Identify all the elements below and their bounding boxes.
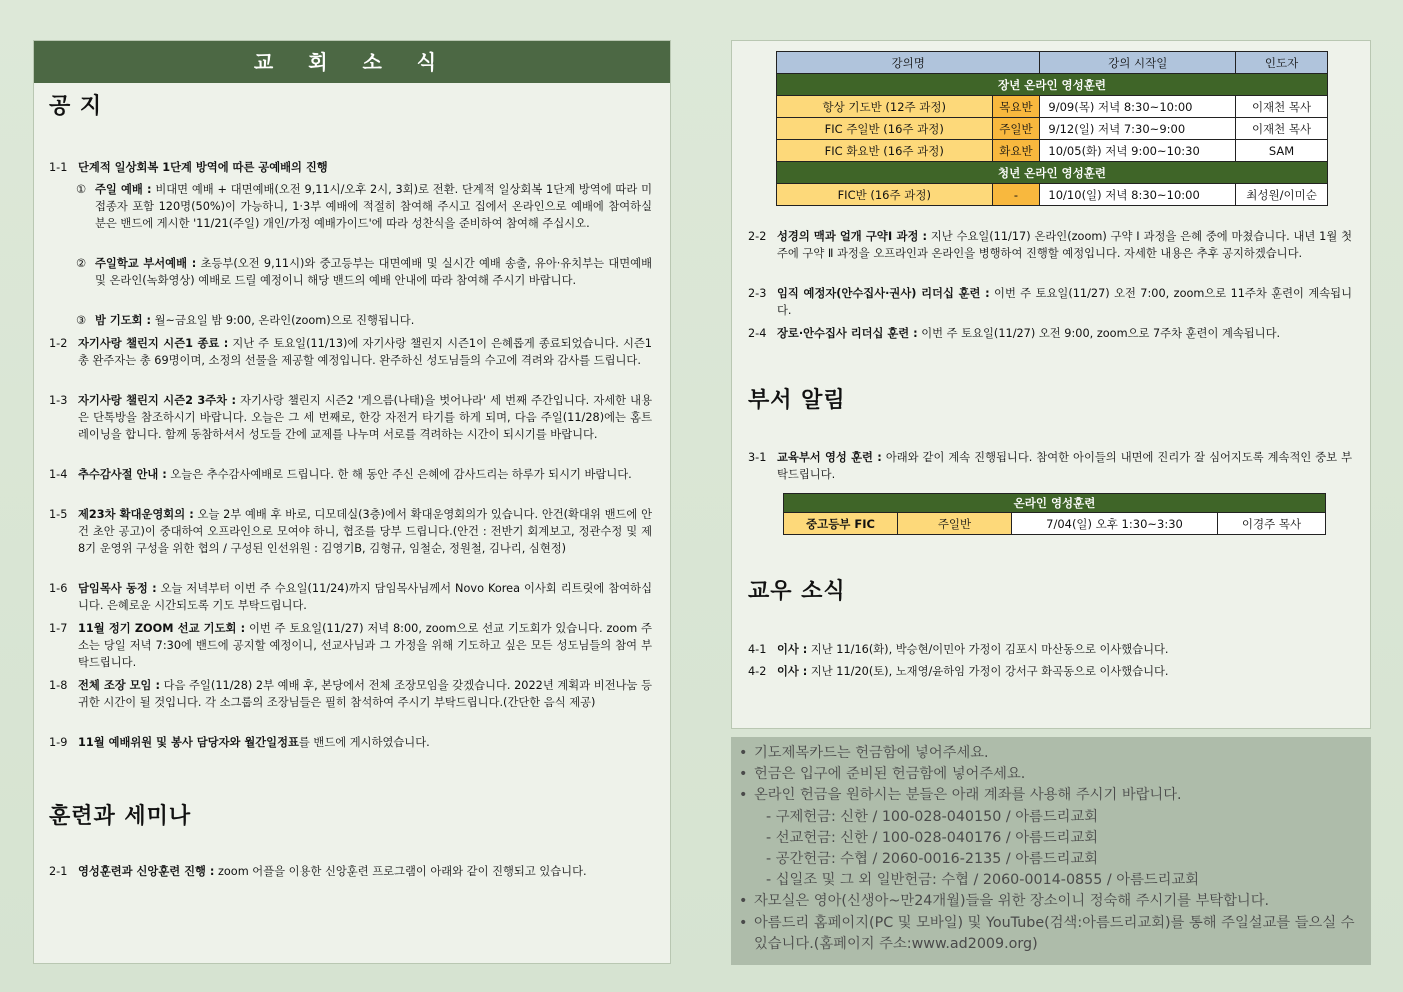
- info-bullet: • 헌금은 입구에 준비된 헌금함에 넣어주세요.: [739, 766, 1026, 783]
- table-row: FIC 화요반 (16주 과정) 화요반 10/05(화) 저녁 9:00~10:30 SAM: [777, 140, 1328, 162]
- column-header: 강의명: [777, 52, 1040, 74]
- column-header: 인도자: [1236, 52, 1328, 74]
- info-bullet: • 자모실은 영아(신생아~만24개월)들을 위한 장소이니 정숙해 주시기를 부탁합니다.: [739, 893, 1270, 910]
- training-item: 2-1 영성훈련과 신앙훈련 진행 : zoom 어플을 이용한 신앙훈련 프로그램이 아래와 같이 진행되고 있습니다.: [49, 865, 587, 878]
- info-bullet: • 온라인 헌금을 원하시는 분들은 아래 계좌를 사용해 주시기 바랍니다.: [739, 787, 1182, 804]
- table-row: 항상 기도반 (12주 과정) 목요반 9/09(목) 저녁 8:30~10:00 이재천 목사: [777, 96, 1328, 118]
- dept-heading: 부서 알림: [748, 388, 846, 413]
- info-bullet: • 기도제목카드는 헌금함에 넣어주세요.: [739, 745, 989, 761]
- offering-info-box: [731, 737, 1371, 965]
- notice-item: 1-5 제23차 확대운영회의 : 오늘 2부 예배 후 바로, 디모데실(3층)에서 확대운영회의가 있습니다. 안건(확대위 밴드에 안건 초안 공고)이 중대하여 오프라인으로 모여야 하니, 협조를 당부 드립니다.(안건 : 전반기 회계보고, 정관수정 및 제8기 운영위 구성을 위한 협의 / 구성된 인선위원 : 김영기B, 김형규, 임철순, 정원철, 김나리, 심현정): [49, 508, 652, 556]
- training-schedule-table: [776, 51, 1328, 206]
- notice-item: 1-1 단계적 일상회복 1단계 방역에 따른 공예배의 진행: [49, 161, 328, 174]
- notice-subitem: ① 주일 예배 : 비대면 예배 + 대면예배(오전 9,11시/오후 2시, 3회)로 전환. 단계적 일상회복 1단계 방역에 따라 미접종자 포함 120명(50%)이 가능하니, 1·3부 예배에 적절히 참여해 주시고 집에서 온라인으로 예배에 참여하실 분은 밴드에 게시한 '11/21(주일) 개인/가정 예배가이드'에 따라 성찬식을 준비하여 참여해 주십시오.: [76, 183, 652, 231]
- training-heading: 훈련과 세미나: [49, 804, 192, 829]
- notice-item: 1-6 담임목사 동정 : 오늘 저녁부터 이번 주 수요일(11/24)까지 담임목사님께서 Novo Korea 이사회 리트릿에 참여하십니다. 은혜로운 시간되도록 기도 부탁드립니다.: [49, 582, 652, 613]
- account-line: - 구제헌금: 신한 / 100-028-040150 / 아름드리교회: [766, 808, 1099, 825]
- group-row: [777, 74, 1328, 96]
- dept-training-table: [783, 493, 1326, 535]
- notice-subitem: ③ 밤 기도회 : 월~금요일 밤 9:00, 온라인(zoom)으로 진행됩니다.: [76, 314, 415, 327]
- column-header: 강의 시작일: [1040, 52, 1236, 74]
- training-panel: [731, 40, 1371, 729]
- training-item: 2-3 임직 예정자(안수집사·권사) 리더십 훈련 : 이번 주 토요일(11/27) 오전 7:00, zoom으로 11주차 훈련이 계속됩니다.: [748, 287, 1352, 318]
- training-item: 2-2 성경의 맥과 얼개 구약Ⅰ 과정 : 지난 수요일(11/17) 온라인(zoom) 구약 Ⅰ 과정을 은혜 중에 마쳤습니다. 내년 1월 첫 주에 구약 Ⅱ 과정을 오프라인과 온라인을 병행하여 진행할 예정입니다. 자세한 내용은 추후 공지하겠습니다.: [748, 230, 1352, 261]
- group-title: 온라인 영성훈련: [784, 494, 1326, 513]
- notice-heading: 공 지: [49, 94, 103, 119]
- notice-subitem: ② 주일학교 부서예배 : 초등부(오전 9,11시)와 중고등부는 대면예배 및 실시간 예배 송출, 유아·유치부는 대면예배 및 온라인(녹화영상) 예배로 드릴 예정이니 해당 밴드의 예배 안내에 따라 참여해 주시기 바랍니다.: [76, 257, 653, 288]
- dept-item: 3-1 교육부서 영성 훈련 : 아래와 같이 계속 진행됩니다. 참여한 아이들의 내면에 진리가 잘 심어지도록 계속적인 중보 부탁드립니다.: [748, 451, 1352, 482]
- notice-item: 1-3 자기사랑 챌린지 시즌2 3주차 : 자기사랑 챌린지 시즌2 '게으름(나태)을 벗어나라' 세 번째 주간입니다. 자세한 내용은 단톡방을 참조하시기 바랍니다. 오늘은 그 세 번째로, 한강 자전거 타기를 하게 되며, 다음 주일(11/28)에는 홈트레이닝을 합니다. 함께 동참하셔서 성도들 간에 교제를 나누며 서로를 격려하는 시간이 되시기를 바랍니다.: [49, 394, 652, 442]
- member-item: 4-2 이사 : 지난 11/20(토), 노재영/윤하임 가정이 강서구 화곡동으로 이사했습니다.: [748, 665, 1169, 678]
- account-line: - 선교헌금: 신한 / 100-028-040176 / 아름드리교회: [766, 829, 1099, 846]
- table-row: 중고등부 FIC 주일반 7/04(일) 오후 1:30~3:30 이경주 목사: [784, 513, 1326, 535]
- notice-item: 1-4 추수감사절 안내 : 오늘은 추수감사예배로 드립니다. 한 해 동안 주신 은혜에 감사드리는 하루가 되시기 바랍니다.: [49, 468, 632, 481]
- info-bullet: • 아름드리 홈페이지(PC 및 모바일) 및 YouTube(검색:아름드리교회)를 통해 주일설교를 들으실 수 있습니다.(홈페이지 주소:www.ad2009.org): [739, 914, 1355, 952]
- church-news-panel: [33, 40, 671, 964]
- group-title: 장년 온라인 영성훈련: [777, 74, 1328, 96]
- table-row: FIC반 (16주 과정) - 10/10(일) 저녁 8:30~10:00 최성원/이미순: [777, 184, 1328, 206]
- church-news-banner: 교 회 소 식: [34, 41, 670, 83]
- member-news-heading: 교우 소식: [748, 579, 846, 604]
- table-header-row: [777, 52, 1328, 74]
- notice-item: 1-9 11월 예배위원 및 봉사 담당자와 월간일정표를 밴드에 게시하였습니다.: [49, 736, 430, 749]
- member-item: 4-1 이사 : 지난 11/16(화), 박승현/이민아 가정이 김포시 마산동으로 이사했습니다.: [748, 643, 1169, 656]
- notice-item: 1-2 자기사랑 챌린지 시즌1 종료 : 지난 주 토요일(11/13)에 자기사랑 챌린지 시즌1이 은혜롭게 종료되었습니다. 시즌1 총 완주자는 총 69명이며, 소정의 선물을 제공할 예정입니다. 완주하신 성도님들의 수고에 격려와 감사를 드립니다.: [49, 337, 652, 368]
- notice-item: 1-7 11월 정기 ZOOM 선교 기도회 : 이번 주 토요일(11/27) 저녁 8:00, zoom으로 선교 기도회가 있습니다. zoom 주소는 당일 저녁 7:30에 밴드에 공지할 예정이니, 선교사님과 그 가정을 위해 기도하고 싶은 모든 성도님들의 참여 부탁드립니다.: [49, 622, 652, 670]
- group-row: [777, 162, 1328, 184]
- group-row: [784, 494, 1326, 513]
- notice-item: 1-8 전체 조장 모임 : 다음 주일(11/28) 2부 예배 후, 본당에서 전체 조장모임을 갖겠습니다. 2022년 계획과 비전나눔 등 귀한 시간이 될 것입니다. 각 소그룹의 조장님들은 필히 참석하여 주시기 부탁드립니다.(간단한 음식 제공): [49, 679, 652, 710]
- table-row: FIC 주일반 (16주 과정) 주일반 9/12(일) 저녁 7:30~9:00 이재천 목사: [777, 118, 1328, 140]
- group-title: 청년 온라인 영성훈련: [777, 162, 1328, 184]
- account-line: - 공간헌금: 수협 / 2060-0016-2135 / 아름드리교회: [766, 851, 1099, 868]
- training-item: 2-4 장로·안수집사 리더십 훈련 : 이번 주 토요일(11/27) 오전 9:00, zoom으로 7주차 훈련이 계속됩니다.: [748, 327, 1281, 340]
- account-line: - 십일조 및 그 외 일반헌금: 수협 / 2060-0014-0855 / 아름드리교회: [766, 872, 1200, 889]
